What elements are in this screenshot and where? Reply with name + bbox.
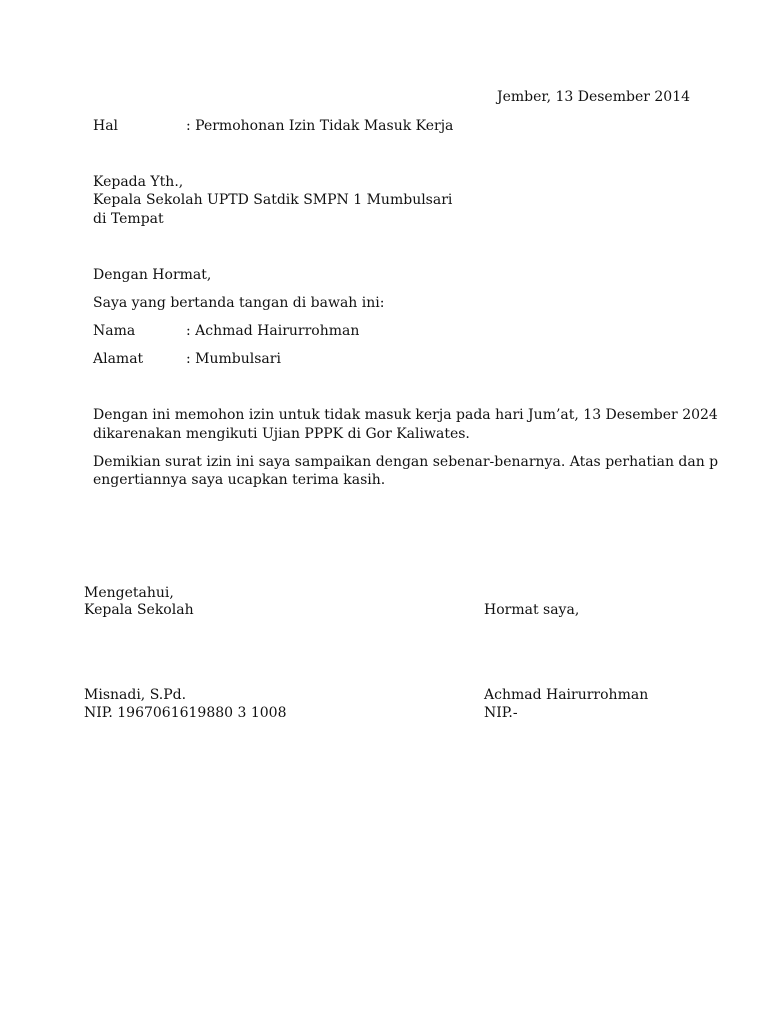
field-label: Nama: [93, 323, 136, 339]
place-date: Jember, 13 Desember 2014: [497, 89, 691, 105]
field-nama: [93, 322, 359, 340]
signature-right-line-1: Hormat saya,: [484, 602, 580, 618]
signature-left-nip: NIP. 1967061619880 3 1008: [84, 705, 287, 721]
recipient-line-2: Kepala Sekolah UPTD Satdik SMPN 1 Mumbulsari: [93, 192, 453, 208]
recipient-line-3: di Tempat: [93, 211, 164, 227]
signature-right-nip: NIP.-: [484, 705, 518, 721]
recipient-line-1: Kepada Yth.,: [93, 174, 184, 190]
signature-left-name: Misnadi, S.Pd.: [84, 687, 187, 703]
subject-line: [93, 117, 453, 135]
subject-value: : Permohonan Izin Tidak Masuk Kerja: [186, 118, 454, 134]
subject-label: Hal: [93, 118, 119, 134]
signature-left-line-1: Mengetahui,: [84, 585, 174, 601]
signature-right-name: Achmad Hairurrohman: [484, 687, 649, 703]
body-paragraph-1-line-2: dikarenakan mengikuti Ujian PPPK di Gor Kaliwates.: [93, 426, 470, 442]
body-paragraph-2-line-1: Demikian surat izin ini saya sampaikan dengan sebenar-benarnya. Atas perhatian dan p: [93, 454, 719, 470]
body-paragraph-1-line-1: Dengan ini memohon izin untuk tidak masuk kerja pada hari Jum’at, 13 Desember 2024: [93, 407, 718, 423]
field-value: : Mumbulsari: [186, 351, 281, 367]
body-paragraph-2-line-2: engertiannya saya ucapkan terima kasih.: [93, 472, 386, 488]
field-label: Alamat: [93, 351, 144, 367]
field-alamat: [93, 350, 281, 368]
field-value: : Achmad Hairurrohman: [186, 323, 360, 339]
greeting: Dengan Hormat,: [93, 267, 212, 283]
signature-left-line-2: Kepala Sekolah: [84, 602, 194, 618]
intro: Saya yang bertanda tangan di bawah ini:: [93, 295, 385, 311]
